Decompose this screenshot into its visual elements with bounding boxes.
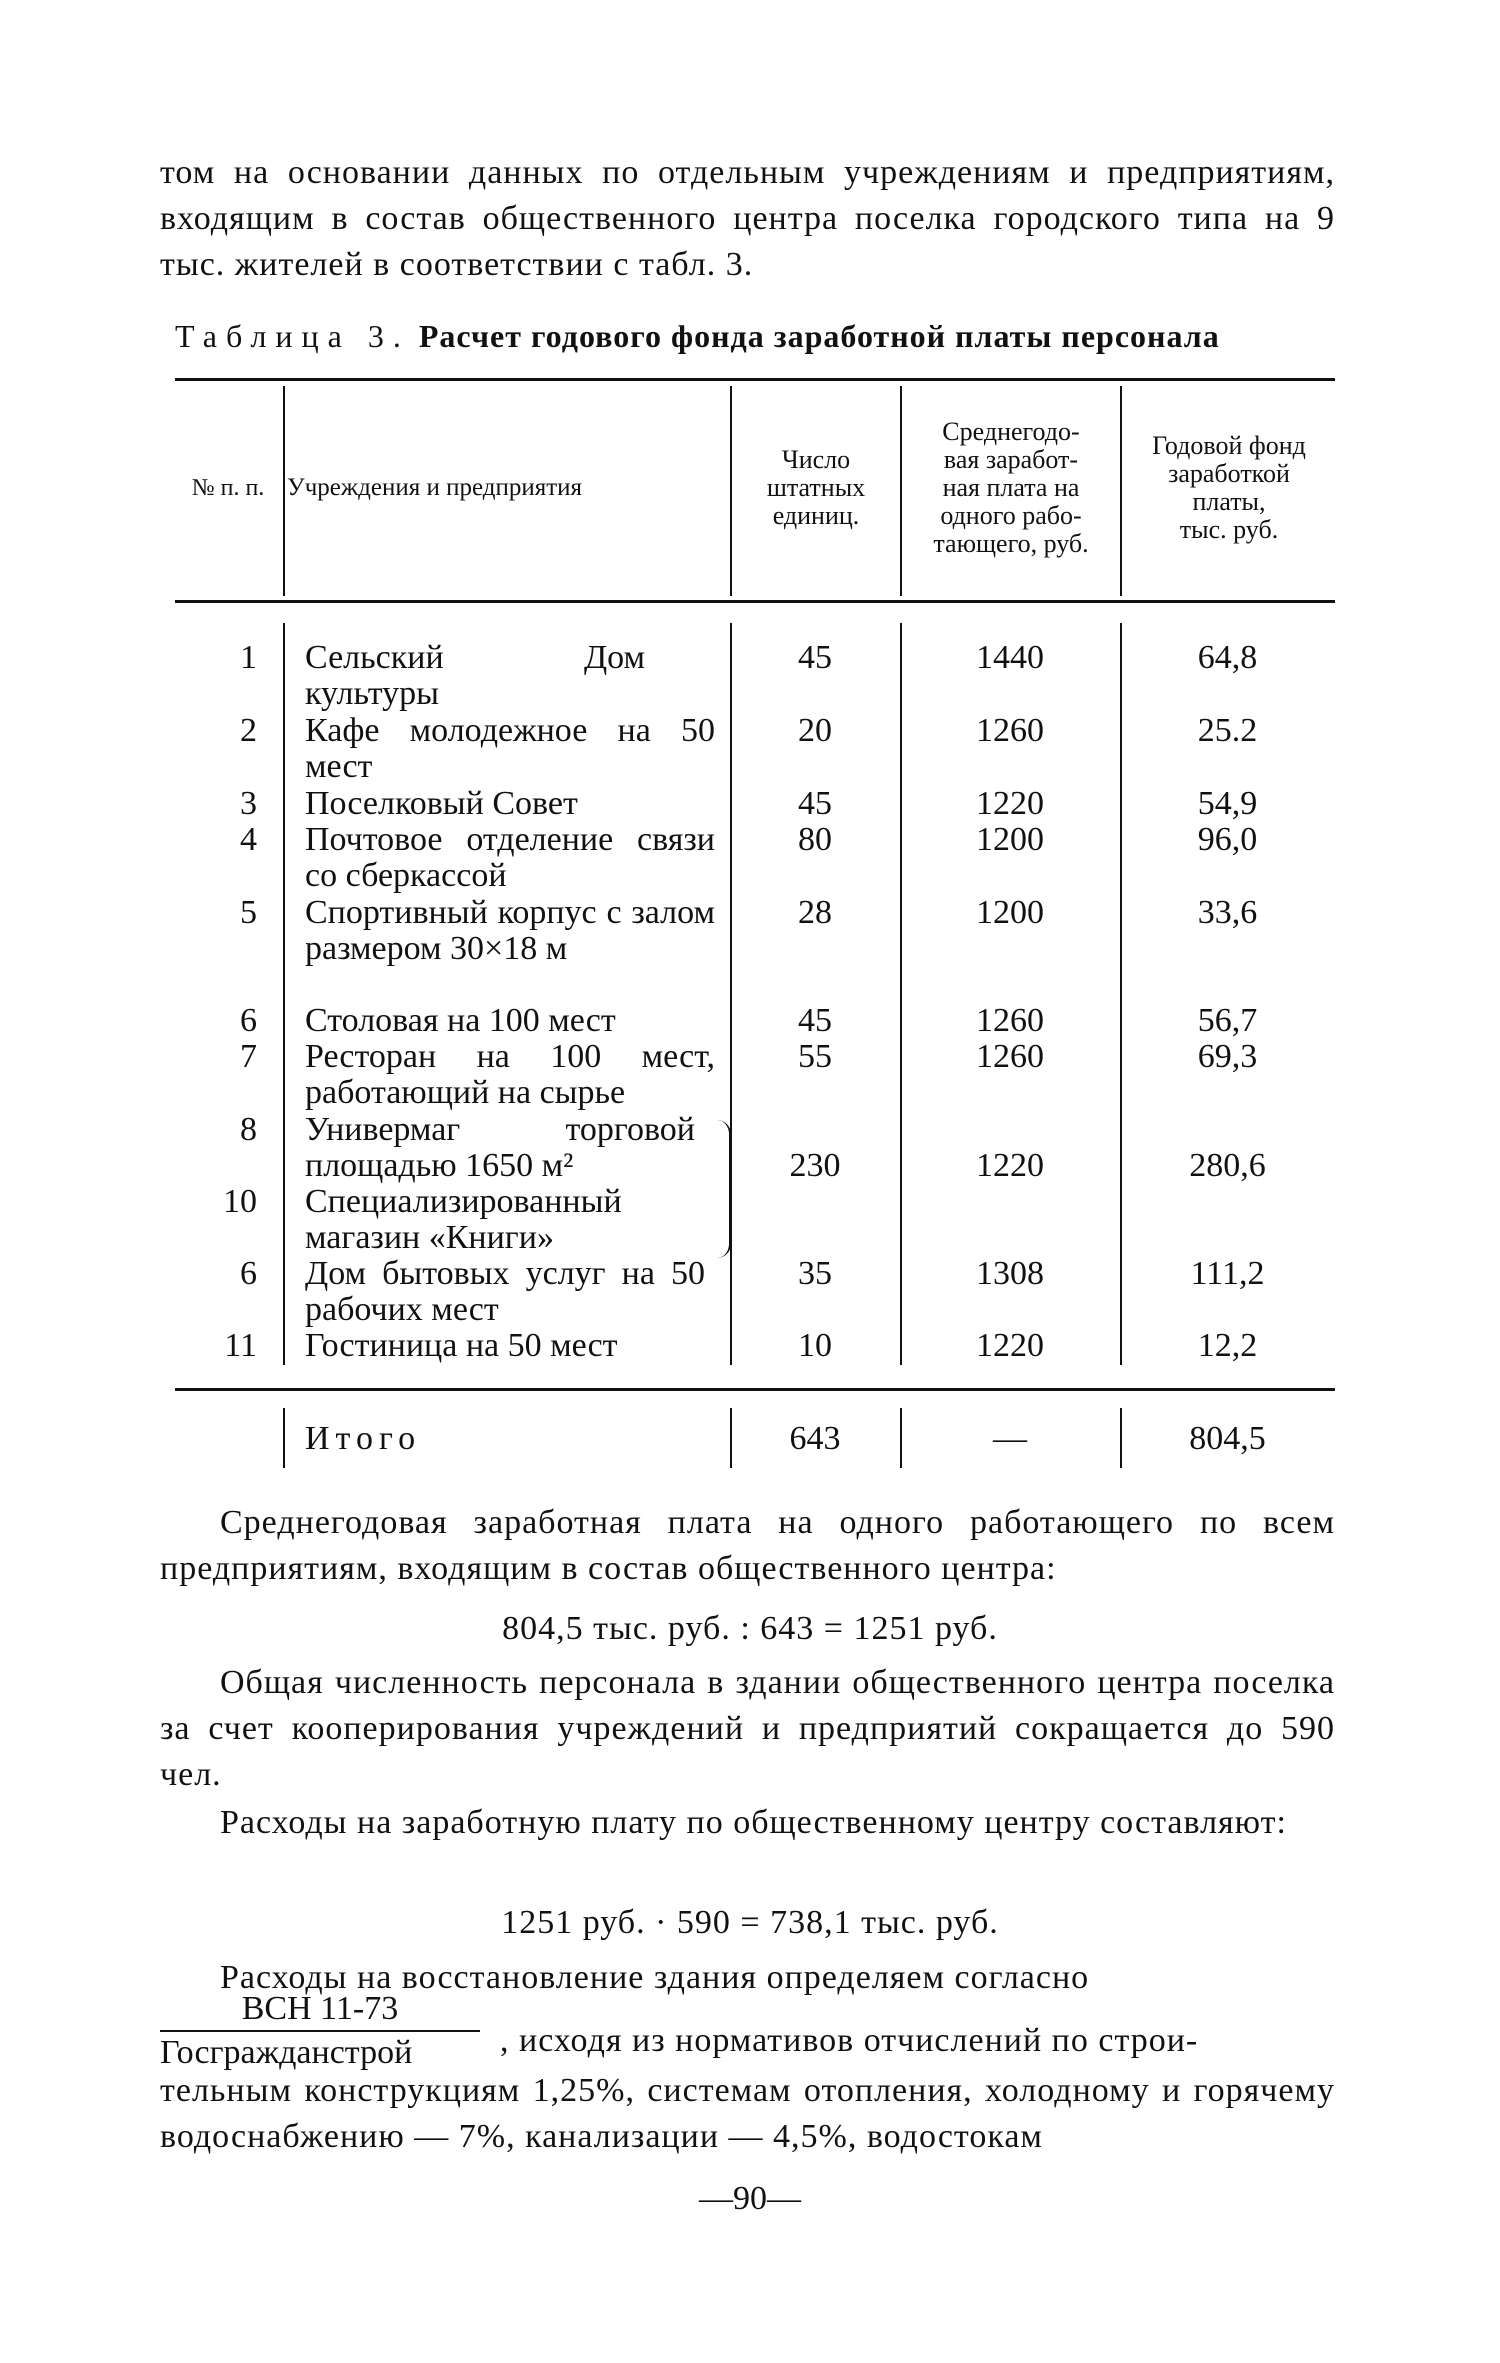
total-units: 643 bbox=[789, 1420, 841, 1457]
formula-average-wage: 804,5 тыс. руб. : 643 = 1251 руб. bbox=[502, 1610, 998, 1647]
header-name: Учреждения и предприятия bbox=[287, 474, 583, 501]
row-num: 1 bbox=[240, 639, 257, 676]
table-header-rule bbox=[175, 600, 1335, 603]
fraction-denominator: Госгражданстрой bbox=[160, 2034, 413, 2071]
row-wage: 1260 bbox=[976, 712, 1044, 749]
row-units: 10 bbox=[798, 1327, 832, 1364]
grouping-brace bbox=[715, 1120, 731, 1258]
norm-fraction bbox=[160, 1990, 480, 2072]
payroll-table bbox=[175, 378, 1335, 1478]
row-units: 45 bbox=[798, 1002, 832, 1039]
intro-paragraph: том на основании данных по отдельным учреждениям и предприятиям, входящим в состав общественного центра поселка городского типа на 9 тыс. жителей в соответствии с табл. 3. bbox=[160, 154, 1335, 283]
row-units: 80 bbox=[798, 821, 832, 858]
row-units: 45 bbox=[798, 639, 832, 676]
col-divider bbox=[283, 623, 285, 1365]
row-wage: 1200 bbox=[976, 821, 1044, 858]
row-units: 20 bbox=[798, 712, 832, 749]
col-divider bbox=[1120, 386, 1122, 596]
paragraph-restoration: Расходы на восстановление здания определяем согласно bbox=[220, 1959, 1090, 1996]
row-fund: 33,6 bbox=[1197, 894, 1258, 931]
total-fund: 804,5 bbox=[1189, 1420, 1266, 1457]
row-num: 4 bbox=[240, 821, 257, 858]
row-units: 35 bbox=[798, 1255, 832, 1292]
total-label: Итого bbox=[305, 1420, 422, 1457]
total-wage: — bbox=[993, 1420, 1027, 1457]
row-name: Гостиница на 50 мест bbox=[305, 1327, 618, 1364]
row-name: Почтовое отделение связи со сберкассой bbox=[305, 821, 715, 894]
paragraph-average-wage: Среднегодовая заработная плата на одного работающего по всем предприятиям, входящим в состав общественного центра: bbox=[160, 1504, 1335, 1587]
row-wage: 1220 bbox=[976, 1327, 1044, 1364]
row-num: 5 bbox=[240, 894, 257, 931]
row-wage: 1200 bbox=[976, 894, 1044, 931]
row-name: Специализированный магазин «Книги» bbox=[305, 1183, 622, 1256]
row-wage: 1308 bbox=[976, 1255, 1044, 1292]
row-wage: 1220 bbox=[976, 1147, 1044, 1184]
page-number: —90— bbox=[699, 2180, 801, 2217]
row-num: 6 bbox=[240, 1255, 257, 1292]
row-wage: 1440 bbox=[976, 639, 1044, 676]
header-fund: Годовой фонд заработкой платы, тыс. руб. bbox=[1152, 431, 1306, 544]
row-num: 8 bbox=[240, 1111, 257, 1148]
table-total-rule bbox=[175, 1388, 1335, 1391]
row-units: 45 bbox=[798, 785, 832, 822]
row-num: 3 bbox=[240, 785, 257, 822]
header-wage: Среднегодо- вая заработ- ная плата на одного рабо- тающего, руб. bbox=[933, 417, 1089, 558]
row-num: 6 bbox=[240, 1002, 257, 1039]
row-units: 55 bbox=[798, 1038, 832, 1075]
row-num: 10 bbox=[223, 1183, 257, 1220]
formula-expenses: 1251 руб. · 590 = 738,1 тыс. руб. bbox=[501, 1904, 999, 1941]
row-wage: 1260 bbox=[976, 1038, 1044, 1075]
row-fund: 12,2 bbox=[1197, 1327, 1258, 1364]
row-name: Спортивный корпус с залом размером 30×18 м bbox=[305, 894, 715, 967]
row-name: Кафе молодежное на 50 мест bbox=[305, 712, 715, 785]
col-divider bbox=[900, 386, 902, 596]
row-units: 230 bbox=[789, 1147, 841, 1184]
row-fund: 56,7 bbox=[1197, 1002, 1258, 1039]
row-num: 7 bbox=[240, 1038, 257, 1075]
row-name: Сельский Дом культуры bbox=[305, 639, 645, 712]
row-name: Поселковый Совет bbox=[305, 785, 578, 822]
row-fund: 280,6 bbox=[1189, 1147, 1266, 1184]
col-divider bbox=[730, 386, 732, 596]
row-name: Ресторан на 100 мест, работающий на сырье bbox=[305, 1038, 715, 1111]
table-caption bbox=[175, 318, 1340, 355]
fraction-numerator: ВСН 11-73 bbox=[160, 1990, 480, 2032]
restoration-tail: , исходя из нормативов отчислений по строи- bbox=[500, 2022, 1199, 2059]
row-name: Дом бытовых услуг на 50 рабочих мест bbox=[305, 1255, 705, 1328]
row-num: 2 bbox=[240, 712, 257, 749]
row-fund: 69,3 bbox=[1197, 1038, 1258, 1075]
row-fund: 96,0 bbox=[1197, 821, 1258, 858]
row-name: Универмаг торговой площадью 1650 м² bbox=[305, 1111, 695, 1184]
paragraph-norms: тельным конструкциям 1,25%, системам отопления, холодному и горячему водоснабжению — 7%, канализации — 4,5%, водостокам bbox=[160, 2072, 1335, 2155]
row-name: Столовая на 100 мест bbox=[305, 1002, 616, 1039]
row-fund: 64,8 bbox=[1197, 639, 1258, 676]
row-fund: 111,2 bbox=[1190, 1255, 1265, 1292]
table-caption-label: Таблица 3. bbox=[175, 318, 410, 354]
row-num: 11 bbox=[224, 1327, 257, 1364]
header-num: № п. п. bbox=[191, 475, 265, 501]
header-units: Число штатных единиц. bbox=[766, 445, 866, 530]
row-fund: 25.2 bbox=[1197, 712, 1258, 749]
col-divider bbox=[283, 1408, 285, 1468]
col-divider bbox=[283, 386, 285, 596]
table-caption-title: Расчет годового фонда заработной платы персонала bbox=[418, 318, 1220, 354]
row-fund: 54,9 bbox=[1197, 785, 1258, 822]
row-wage: 1260 bbox=[976, 1002, 1044, 1039]
paragraph-staff: Общая численность персонала в здании общественного центра поселка за счет кооперирования учреждений и предприятий сокращается до 590 чел. bbox=[160, 1664, 1335, 1793]
row-units: 28 bbox=[798, 894, 832, 931]
paragraph-expenses: Расходы на заработную плату по общественному центру составляют: bbox=[220, 1804, 1287, 1841]
row-wage: 1220 bbox=[976, 785, 1044, 822]
